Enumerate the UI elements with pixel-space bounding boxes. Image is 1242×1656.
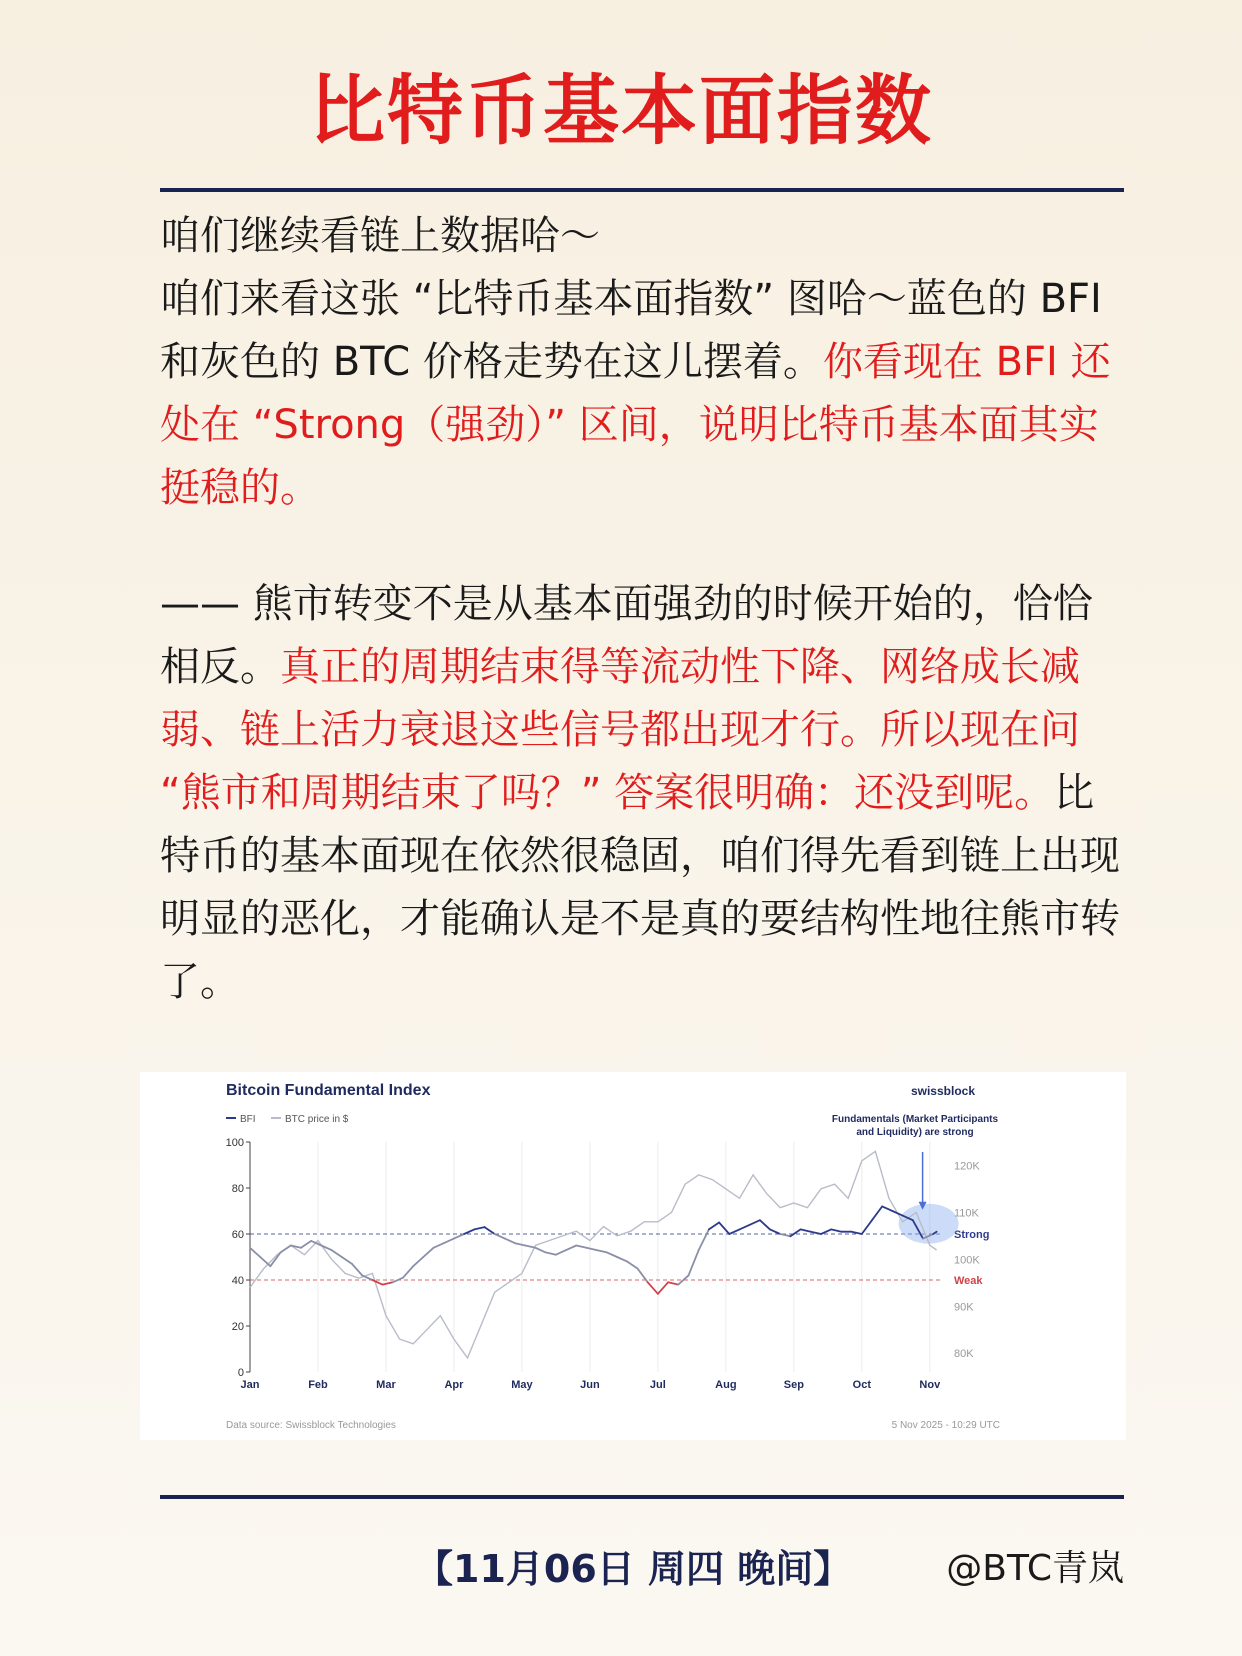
bfi-line-segment bbox=[790, 1229, 800, 1236]
bfi-line-segment bbox=[464, 1229, 474, 1234]
top-divider bbox=[160, 188, 1124, 192]
bfi-line-segment bbox=[260, 1257, 270, 1266]
author-handle: @BTC青岚 bbox=[946, 1548, 1124, 1589]
left-axis-label: 80 bbox=[231, 1183, 244, 1195]
bfi-line-segment bbox=[291, 1246, 301, 1248]
post-date: 【11月06日 周四 晚间】 bbox=[415, 1547, 852, 1591]
x-tick-label: Oct bbox=[852, 1379, 871, 1391]
bfi-line-segment bbox=[423, 1248, 433, 1257]
bfi-line-segment bbox=[515, 1243, 525, 1245]
left-axis-label: 20 bbox=[231, 1321, 244, 1333]
bfi-line-segment bbox=[862, 1220, 872, 1234]
bfi-chart-card bbox=[140, 1072, 1126, 1440]
x-tick-label: Jun bbox=[580, 1379, 600, 1391]
left-axis-label: 0 bbox=[237, 1367, 244, 1379]
intro-line: 咱们继续看链上数据哈～ bbox=[160, 213, 600, 259]
bfi-line-segment bbox=[444, 1239, 454, 1244]
highlight-circle bbox=[899, 1204, 959, 1244]
bfi-line-segment bbox=[648, 1282, 658, 1294]
highlight-cycle-end: 真正的周期结束得等流动性下降、网络成长减弱、链上活力衰退这些信号都出现才行。所以现在问 “熊市和周期结束了吗？” 答案很明确：还没到呢。 bbox=[160, 644, 1080, 816]
x-tick-label: Sep bbox=[783, 1379, 804, 1391]
btc-price-line bbox=[250, 1151, 937, 1358]
legend-bfi-label: BFI bbox=[240, 1114, 256, 1125]
x-tick-label: Jul bbox=[649, 1379, 666, 1391]
bfi-line-segment bbox=[495, 1234, 505, 1239]
bfi-line-segment bbox=[729, 1229, 739, 1234]
plot-area bbox=[226, 1137, 990, 1391]
x-tick-label: Jan bbox=[240, 1379, 260, 1391]
bfi-line-segment bbox=[281, 1246, 291, 1253]
legend-btc-label: BTC price in $ bbox=[285, 1114, 349, 1125]
right-axis-label: 90K bbox=[954, 1301, 974, 1314]
threshold-label-weak: Weak bbox=[954, 1275, 983, 1287]
bfi-line-segment bbox=[607, 1252, 617, 1257]
bfi-line-segment bbox=[740, 1225, 750, 1230]
chart-description: 咱们来看这张 “比特币基本面指数” 图哈～蓝色的 BFI 和灰色的 BTC 价格走势在这儿摆着。 bbox=[160, 276, 1102, 385]
bfi-line-segment bbox=[556, 1250, 566, 1255]
x-tick-label: Feb bbox=[308, 1379, 328, 1391]
x-tick-label: Apr bbox=[444, 1379, 464, 1391]
right-axis-label: 100K bbox=[954, 1254, 980, 1267]
bfi-line-segment bbox=[780, 1234, 790, 1236]
threshold-label-strong: Strong bbox=[954, 1229, 990, 1241]
bfi-line-segment bbox=[587, 1248, 597, 1250]
bfi-line-segment bbox=[597, 1250, 607, 1252]
bfi-line-segment bbox=[801, 1229, 811, 1231]
chart-brand: swissblock bbox=[910, 1084, 975, 1098]
bfi-line-segment bbox=[536, 1248, 546, 1253]
bfi-line-segment bbox=[831, 1229, 841, 1231]
bfi-line-segment bbox=[872, 1206, 882, 1220]
bfi-line-segment bbox=[760, 1220, 770, 1229]
x-tick-label: Aug bbox=[715, 1379, 737, 1391]
bfi-line-segment bbox=[362, 1275, 372, 1280]
bottom-divider bbox=[160, 1495, 1124, 1499]
page-title: 比特币基本面指数 bbox=[309, 66, 933, 155]
right-axis-label: 120K bbox=[954, 1160, 980, 1173]
bfi-line-segment bbox=[485, 1227, 495, 1234]
bfi-line-segment bbox=[403, 1266, 413, 1278]
bfi-line-segment bbox=[505, 1239, 515, 1244]
bfi-line-segment bbox=[770, 1229, 780, 1234]
left-axis-label: 40 bbox=[231, 1275, 244, 1287]
bfi-line-segment bbox=[454, 1234, 464, 1239]
conclusion-text: 比特币的基本面现在依然很稳固，咱们得先看到链上出现明显的恶化，才能确认是不是真的要结构性地往熊市转了。 bbox=[160, 770, 1120, 1005]
x-tick-label: Mar bbox=[376, 1379, 396, 1391]
bfi-line-segment bbox=[668, 1282, 678, 1284]
chart-source: Data source: Swissblock Technologies bbox=[226, 1420, 396, 1431]
bfi-line-segment bbox=[576, 1246, 586, 1248]
bfi-line-segment bbox=[352, 1264, 362, 1276]
x-tick-label: May bbox=[511, 1379, 533, 1391]
bfi-chart bbox=[140, 1072, 1126, 1440]
chart-title: Bitcoin Fundamental Index bbox=[226, 1082, 431, 1099]
bfi-line-segment bbox=[719, 1223, 729, 1235]
annotation-line-1: Fundamentals (Market Participants bbox=[831, 1114, 999, 1125]
bfi-line-segment bbox=[882, 1206, 892, 1211]
highlight-strong-zone: 你看现在 BFI 还处在 “Strong（强劲）” 区间，说明比特币基本面其实挺稳的。 bbox=[160, 339, 1111, 511]
chart-timestamp: 5 Nov 2025 - 10:29 UTC bbox=[891, 1420, 1000, 1431]
bfi-line-segment bbox=[658, 1282, 668, 1294]
annotation-line-2: and Liquidity) are strong bbox=[856, 1127, 974, 1138]
bfi-line-segment bbox=[434, 1243, 444, 1248]
right-axis-label: 110K bbox=[954, 1207, 979, 1220]
right-axis-label: 80K bbox=[954, 1348, 974, 1361]
article-paragraph-1 bbox=[160, 205, 1130, 520]
bfi-line-segment bbox=[699, 1229, 709, 1250]
bfi-line-segment bbox=[301, 1241, 311, 1248]
left-axis-label: 60 bbox=[231, 1229, 244, 1241]
bfi-line-segment bbox=[393, 1278, 403, 1283]
bfi-line-segment bbox=[750, 1220, 760, 1225]
bfi-line-segment bbox=[342, 1257, 352, 1264]
bfi-line-segment bbox=[566, 1246, 576, 1251]
article-body bbox=[160, 205, 1130, 1014]
paragraph-gap bbox=[160, 520, 1130, 573]
bfi-line-segment bbox=[474, 1227, 484, 1229]
bfi-line-segment bbox=[546, 1252, 556, 1254]
bfi-line-segment bbox=[332, 1250, 342, 1257]
bfi-line-segment bbox=[821, 1229, 831, 1234]
bfi-line-segment bbox=[525, 1246, 535, 1248]
bfi-line-segment bbox=[627, 1262, 637, 1269]
bfi-line-segment bbox=[413, 1257, 423, 1266]
bfi-line-segment bbox=[689, 1250, 699, 1275]
bfi-line-segment bbox=[383, 1282, 393, 1284]
bfi-line-segment bbox=[250, 1248, 260, 1257]
left-axis-label: 100 bbox=[225, 1137, 244, 1149]
bfi-line-segment bbox=[709, 1223, 719, 1230]
bear-market-intro: —— 熊市转变不是从基本面强劲的时候开始的，恰恰相反。 bbox=[160, 581, 1093, 690]
bfi-line-segment bbox=[372, 1280, 382, 1285]
bfi-line-segment bbox=[617, 1257, 627, 1262]
x-tick-label: Nov bbox=[919, 1379, 941, 1391]
article-paragraph-2 bbox=[160, 573, 1130, 1014]
